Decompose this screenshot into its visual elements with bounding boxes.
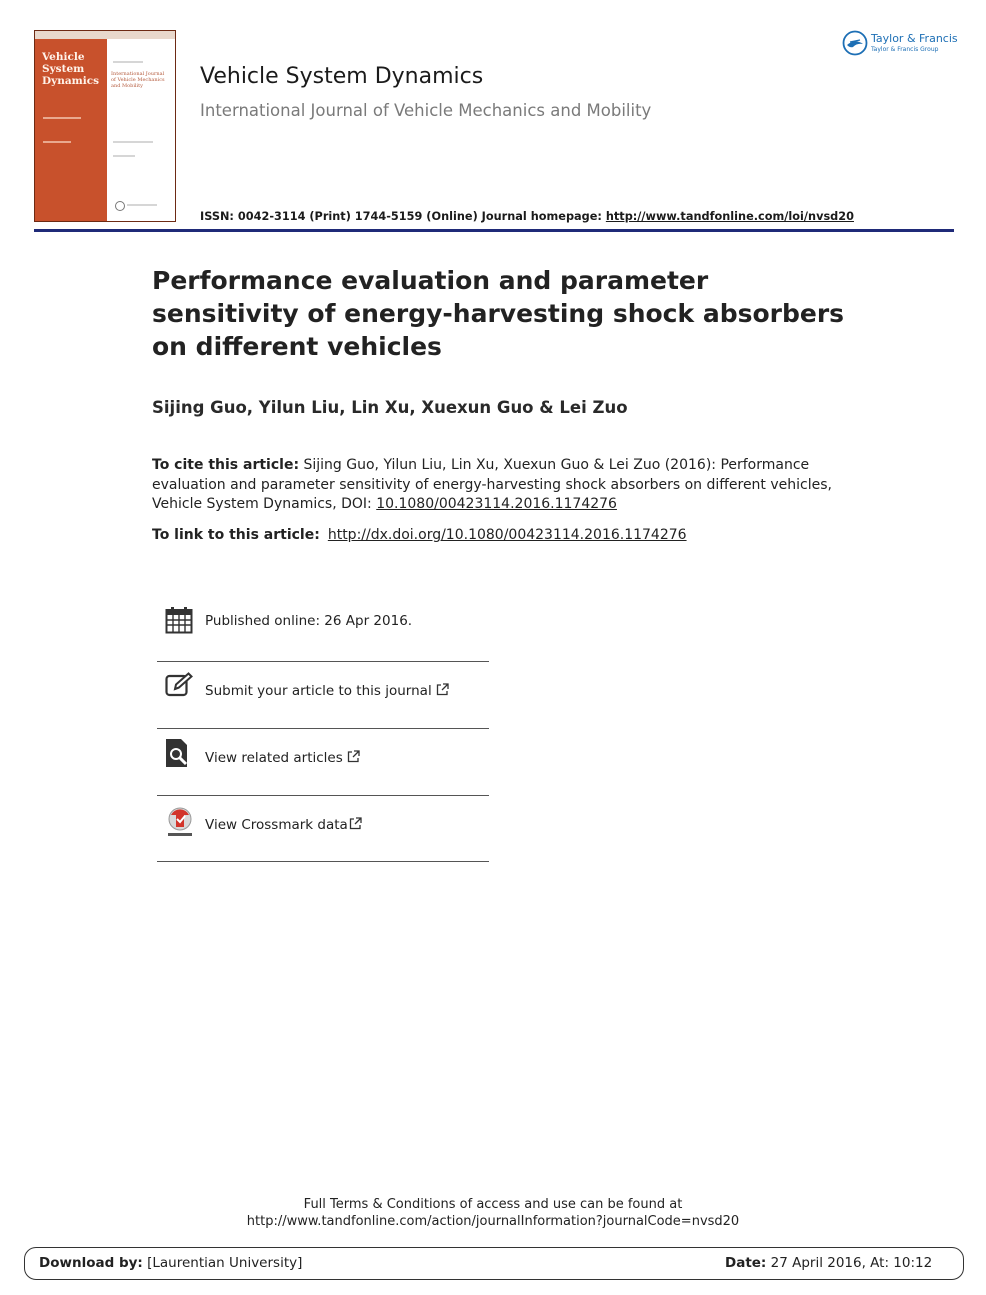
- published-online-row: [157, 595, 489, 661]
- cover-top-strip: [35, 31, 175, 39]
- cover-line: [113, 61, 143, 63]
- cover-line: [43, 141, 71, 143]
- cover-publisher-logo: [115, 201, 125, 211]
- taylor-francis-logo-icon: [842, 30, 868, 56]
- cover-white-panel: [107, 39, 175, 221]
- cover-subtitle: International Journal of Vehicle Mechanics and Mobility: [111, 71, 165, 89]
- related-articles-label: View related articles: [205, 750, 343, 766]
- publisher-group: Taylor & Francis Group: [871, 46, 939, 53]
- citation-text: Sijing Guo, Yilun Liu, Lin Xu, Xuexun Guo & Lei Zuo (2016): Performance evaluation and parameter sensitivity of energy-harvesting shock absorbers on different vehicles, Vehicle System Dynamics, DOI:: [152, 457, 832, 512]
- calendar-icon: [165, 606, 193, 634]
- journal-cover: [34, 30, 176, 222]
- cover-line: [113, 155, 135, 157]
- date-label: Date:: [725, 1255, 767, 1271]
- terms-link[interactable]: http://www.tandfonline.com/action/journalInformation?journalCode=nvsd20: [246, 1214, 740, 1229]
- published-online-text: Published online: 26 Apr 2016.: [205, 613, 413, 629]
- crossmark-label: View Crossmark data: [205, 817, 348, 833]
- terms-text: Full Terms & Conditions of access and use can be found at: [303, 1197, 683, 1212]
- cover-line: [127, 204, 157, 206]
- issn-line: [200, 210, 854, 223]
- cover-line: [43, 117, 81, 119]
- header-rule: [34, 229, 954, 232]
- terms-notice: [200, 1196, 786, 1230]
- article-title: Performance evaluation and parameter sensitivity of energy-harvesting shock absorbers on different vehicles: [152, 266, 845, 361]
- download-institution: [Laurentian University]: [142, 1255, 303, 1271]
- search-document-icon: [165, 738, 191, 768]
- article-link-label: To link to this article:: [152, 527, 320, 543]
- journal-title: Vehicle System Dynamics: [200, 64, 484, 89]
- publisher-logo[interactable]: [842, 30, 957, 58]
- edit-icon: [165, 672, 193, 698]
- download-info-bar: [24, 1247, 964, 1280]
- cover-title: Vehicle System Dynamics: [42, 51, 100, 87]
- related-articles-link[interactable]: [205, 750, 360, 766]
- publisher-name: Taylor & Francis: [871, 32, 958, 45]
- cover-line: [113, 141, 153, 143]
- external-link-icon: [349, 817, 362, 830]
- external-link-icon: [436, 683, 449, 696]
- citation-block: [152, 456, 842, 515]
- doi-link[interactable]: 10.1080/00423114.2016.1174276: [376, 496, 617, 512]
- journal-homepage-link[interactable]: http://www.tandfonline.com/loi/nvsd20: [605, 210, 854, 223]
- date-value: 27 April 2016, At: 10:12: [766, 1255, 933, 1271]
- divider: [157, 861, 489, 862]
- external-link-icon: [347, 750, 360, 763]
- crossmark-link[interactable]: [205, 817, 362, 833]
- related-articles-row[interactable]: [157, 729, 489, 795]
- crossmark-icon: [165, 806, 195, 840]
- citation-label: To cite this article:: [152, 457, 300, 473]
- submit-article-label: Submit your article to this journal: [205, 683, 432, 699]
- journal-subtitle: International Journal of Vehicle Mechanics and Mobility: [200, 101, 652, 120]
- article-authors: Sijing Guo, Yilun Liu, Lin Xu, Xuexun Guo & Lei Zuo: [152, 398, 628, 417]
- download-label: Download by:: [39, 1255, 143, 1271]
- submit-article-row[interactable]: [157, 662, 489, 728]
- crossmark-row[interactable]: [157, 796, 489, 862]
- download-by: [39, 1255, 302, 1271]
- issn-text: ISSN: 0042-3114 (Print) 1744-5159 (Online) Journal homepage:: [200, 210, 606, 223]
- submit-article-link[interactable]: [205, 683, 449, 699]
- article-link-url[interactable]: http://dx.doi.org/10.1080/00423114.2016.1174276: [327, 527, 687, 543]
- download-date: [725, 1255, 932, 1271]
- article-link-line: [152, 527, 687, 543]
